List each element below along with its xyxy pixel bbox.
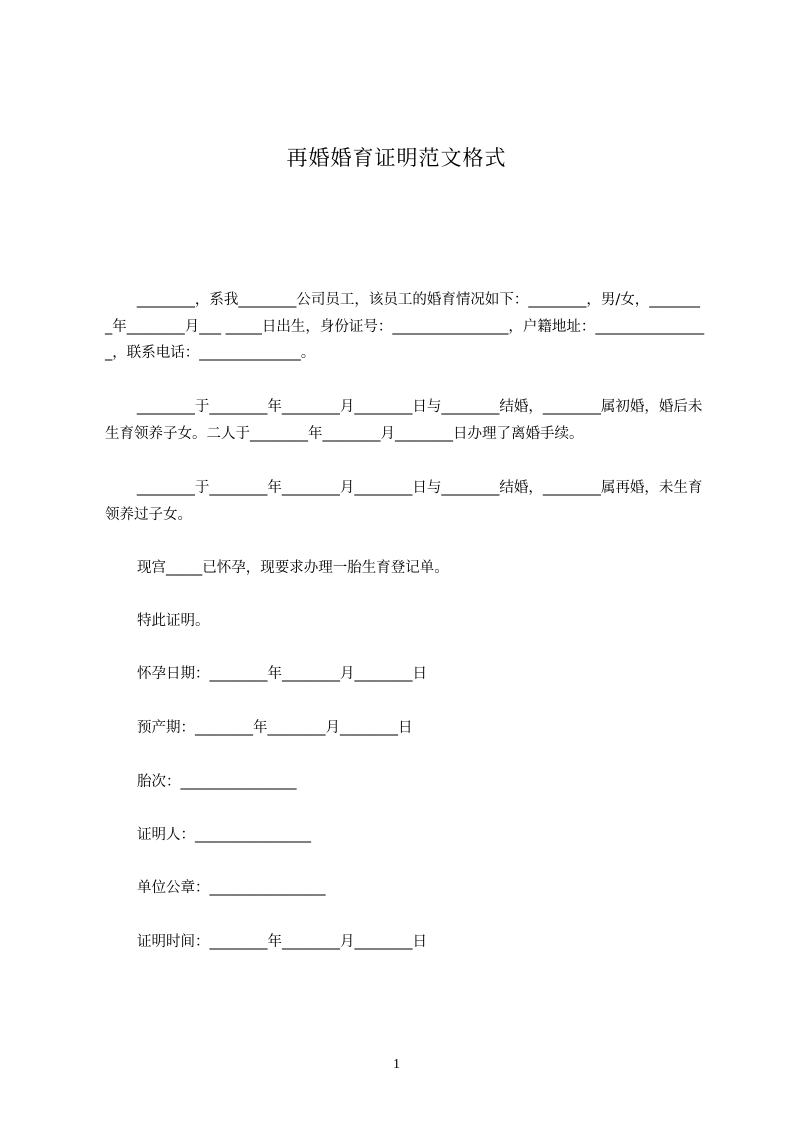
page-number: 1 <box>393 1057 400 1072</box>
pregnancy-statement: 现宫_____已怀孕，现要求办理一胎生育登记单。 <box>137 560 449 576</box>
document-title: 再婚婚育证明范文格式 <box>286 146 507 170</box>
unit-seal-field: 单位公章：________________ <box>137 880 326 896</box>
closing-statement: 特此证明。 <box>137 613 210 629</box>
first-marriage-paragraph: ________于________年________月________日与________结婚，________属初婚，婚后未生育领养子女。二人于________年________月________日办理了离婚手续。 <box>105 399 703 442</box>
employee-info-paragraph: ________，系我________公司员工，该员工的婚育情况如下：________，男/女，________年________月___ _____日出生，身份证号：________________，户籍地址：________________，联系电话：______________。 <box>105 292 705 361</box>
due-date-field: 预产期：________年________月________日 <box>137 720 413 736</box>
pregnancy-date-field: 怀孕日期：________年________月________日 <box>137 666 427 682</box>
certify-date-field: 证明时间：________年________月________日 <box>137 934 427 950</box>
remarriage-paragraph: ________于________年________月________日与________结婚，________属再婚，未生育领养过子女。 <box>105 480 703 523</box>
certifier-field: 证明人：________________ <box>137 827 311 843</box>
birth-order-field: 胎次：________________ <box>137 774 297 790</box>
